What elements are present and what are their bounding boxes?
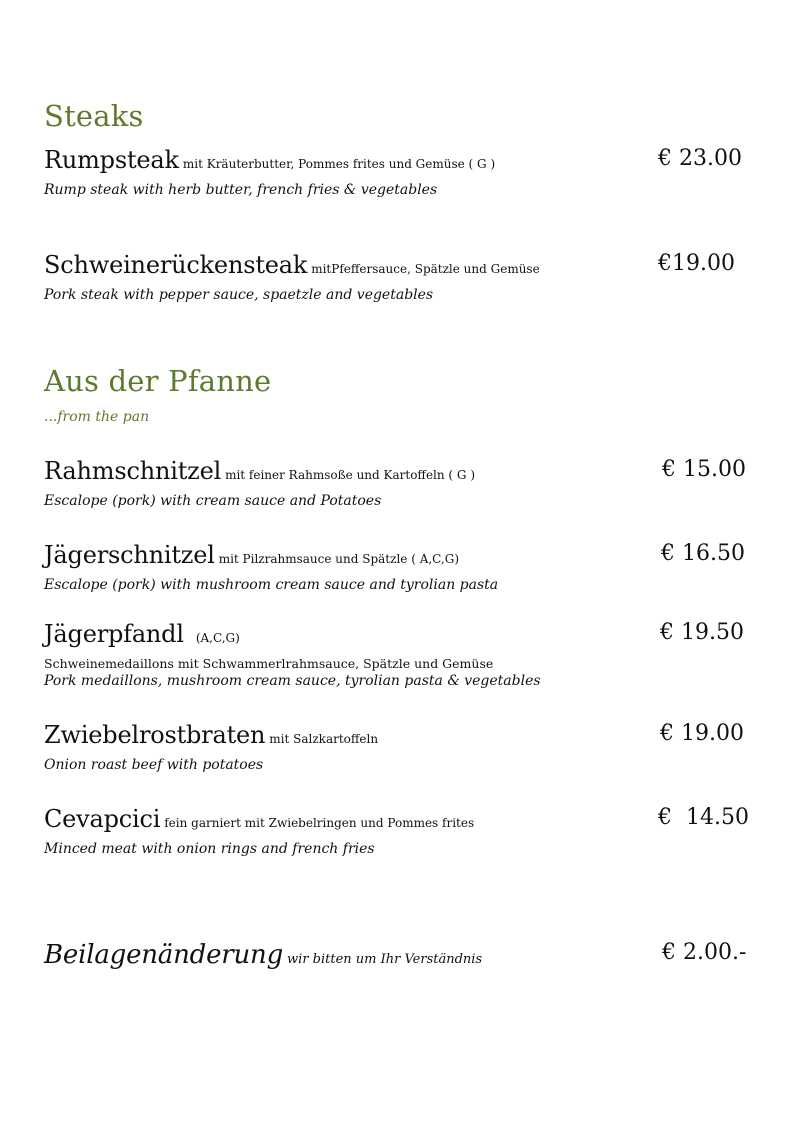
section-title-steaks: Steaks bbox=[44, 99, 144, 133]
item-name: Jägerschnitzel bbox=[44, 541, 215, 569]
menu-item-rumpsteak bbox=[44, 146, 754, 198]
item-description-de: mitPfeffersauce, Spätzle und Gemüse bbox=[311, 262, 540, 276]
item-description-de: mit Salzkartoffeln bbox=[269, 732, 379, 746]
item-description-de: mit Kräuterbutter, Pommes frites und Gemüse ( G ) bbox=[182, 157, 496, 171]
item-name: Zwiebelrostbraten bbox=[44, 721, 266, 749]
item-description-en: Rump steak with herb butter, french fries & vegetables bbox=[44, 182, 438, 198]
menu-item-jaegerpfandl bbox=[44, 620, 754, 689]
item-name: Rahmschnitzel bbox=[44, 457, 222, 485]
item-price: € 16.50 bbox=[661, 541, 745, 566]
item-name: Cevapcici bbox=[44, 805, 161, 833]
item-description-de: fein garniert mit Zwiebelringen und Pommes frites bbox=[164, 816, 475, 830]
menu-item-zwiebelrostbraten bbox=[44, 721, 754, 773]
item-description-en: Escalope (pork) with cream sauce and Potatoes bbox=[44, 493, 382, 509]
item-price: € 23.00 bbox=[658, 146, 742, 171]
item-name: Beilagenänderung bbox=[44, 940, 284, 970]
menu-item-side-change bbox=[44, 940, 754, 974]
item-description-de: mit feiner Rahmsoße und Kartoffeln ( G ) bbox=[225, 468, 476, 482]
item-name: Rumpsteak bbox=[44, 146, 179, 174]
item-allergens: (A,C,G) bbox=[195, 631, 240, 645]
menu-item-schweinerueckensteak bbox=[44, 251, 754, 303]
section-subtitle: ...from the pan bbox=[44, 409, 150, 425]
menu-item-rahmschnitzel bbox=[44, 457, 754, 509]
item-price: € 15.00 bbox=[662, 457, 746, 482]
item-description-en: Minced meat with onion rings and french fries bbox=[44, 841, 375, 857]
item-name: Schweinerückensteak bbox=[44, 251, 308, 279]
item-description-en: Escalope (pork) with mushroom cream sauce and tyrolian pasta bbox=[44, 577, 499, 593]
item-price: € 19.00 bbox=[660, 721, 744, 746]
item-description-de: Schweinemedaillons mit Schwammerlrahmsauce, Spätzle und Gemüse bbox=[44, 656, 494, 671]
item-price: €19.00 bbox=[658, 251, 735, 276]
item-description-de: mit Pilzrahmsauce und Spätzle ( A,C,G) bbox=[218, 552, 460, 566]
menu-item-cevapcici bbox=[44, 805, 754, 857]
item-description-en: Pork medaillons, mushroom cream sauce, tyrolian pasta & vegetables bbox=[44, 673, 541, 689]
menu-item-jaegerschnitzel bbox=[44, 541, 754, 593]
section-title-pan: Aus der Pfanne bbox=[44, 364, 272, 398]
item-price: € 2.00.- bbox=[662, 940, 747, 965]
item-description-de: wir bitten um Ihr Verständnis bbox=[287, 952, 483, 967]
item-description-en: Onion roast beef with potatoes bbox=[44, 757, 264, 773]
item-name: Jägerpfandl bbox=[44, 620, 184, 648]
item-price: € 14.50 bbox=[658, 805, 749, 830]
item-price: € 19.50 bbox=[660, 620, 744, 645]
item-description-en: Pork steak with pepper sauce, spaetzle and vegetables bbox=[44, 287, 434, 303]
